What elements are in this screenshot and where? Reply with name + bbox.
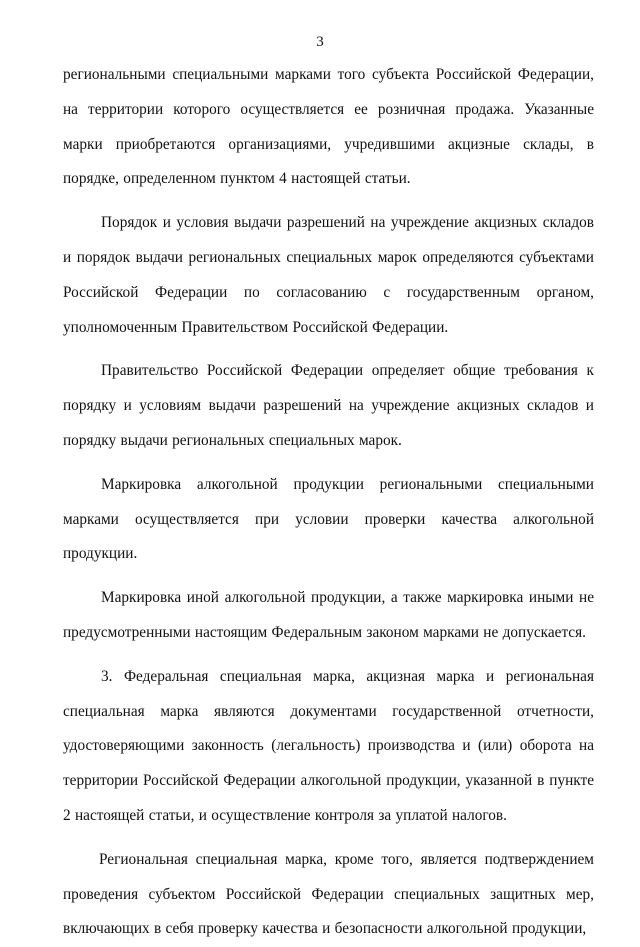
- paragraph-marking-prohibition: Маркировка иной алкогольной продукции, а также маркировка иными не предусмотренными настоящим Федеральным законом марками не допускается.: [63, 589, 594, 641]
- paragraph-continuation: региональными специальными марками того субъекта Российской Федерации, на территории которого осуществляется ее розничная продажа. Указанные марки приобретаются организациями, учредившими акцизные склады, в порядке, определенном пунктом 4 настоящей статьи.: [63, 66, 594, 188]
- page-number: 3: [316, 34, 324, 50]
- paragraph-regional-mark: Региональная специальная марка, кроме того, является подтверждением проведения субъектом Российской Федерации специальных защитных мер, включающих в себя проверку качества и безопасности алкогольной продукции,: [63, 850, 594, 938]
- paragraph-marking-condition: Маркировка алкогольной продукции региональными специальными марками осуществляется при условии проверки качества алкогольной продукции.: [63, 475, 594, 563]
- body-text: [63, 58, 594, 947]
- paragraph-government-requirements: Правительство Российской Федерации определяет общие требования к порядку и условиям выдачи разрешений на учреждение акцизных складов и порядку выдачи региональных специальных марок.: [63, 362, 594, 449]
- paragraph-section-3: 3. Федеральная специальная марка, акцизная марка и региональная специальная марка являются документами государственной отчетности, удостоверяющими законность (легальность) производства и (или) оборота на территории Российской Федерации алкогольной продукции, указанной в пункте 2 настоящей статьи, и осуществление контроля за уплатой налогов.: [63, 667, 594, 824]
- paragraph-permit-procedure: Порядок и условия выдачи разрешений на учреждение акцизных складов и порядок выдачи региональных специальных марок определяются субъектами Российской Федерации по согласованию с государственным органом, уполномоченным Правительством Российской Федерации.: [63, 214, 594, 336]
